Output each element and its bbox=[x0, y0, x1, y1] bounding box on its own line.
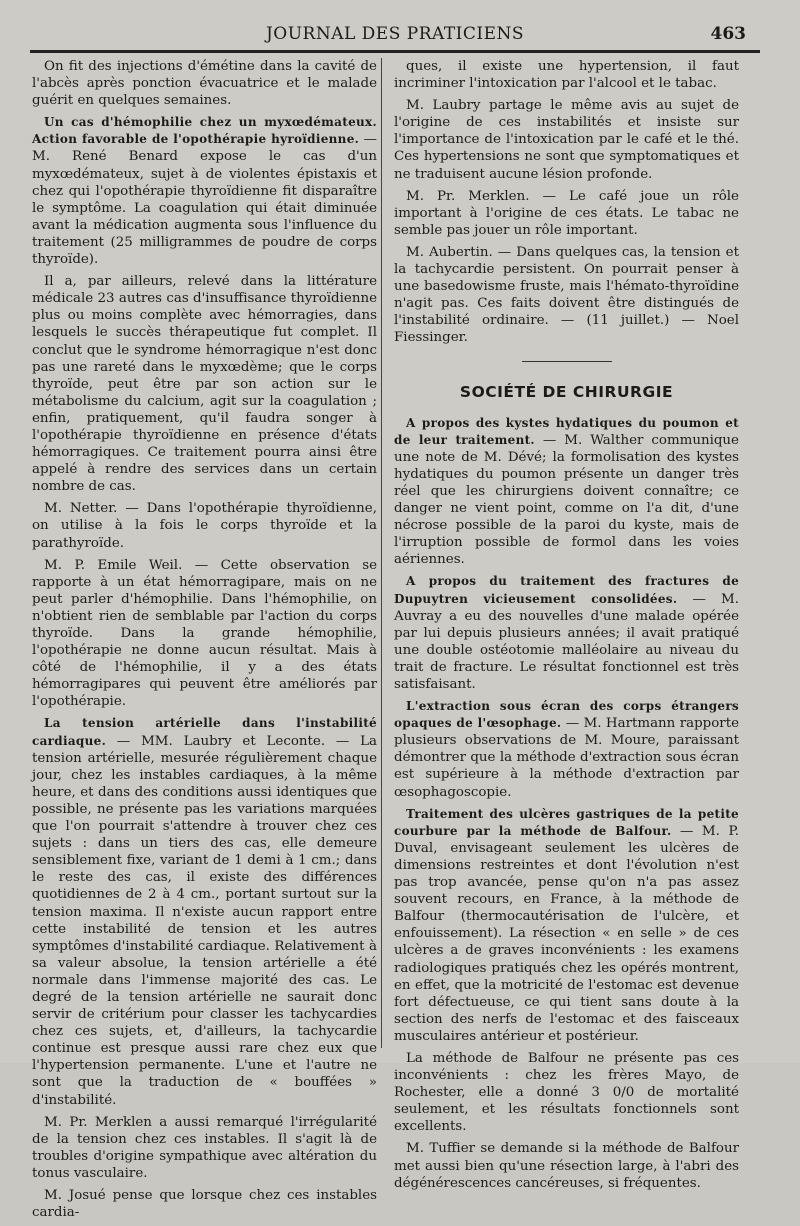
paragraph-text: — M. Auvray a eu des nouvelles d'une malade opérée par lui depuis plusieurs années; il avait pratiqué une double ostéotomie malléolaire au niveau du trait de fracture. Le résultat fonctionnel est très satisfaisant. bbox=[394, 591, 739, 692]
paragraph bbox=[394, 806, 739, 1045]
paragraph bbox=[32, 58, 377, 109]
run-in-heading: A propos du traitement des fractures de Dupuytren vicieusement consolidées. bbox=[394, 574, 739, 606]
paragraph-text: M. Laubry partage le même avis au sujet de l'origine de ces instabilités et insiste sur l'importance de l'intoxication par le café et le thé. Ces hypertensions ne sont que symptomatiques et ne traduisent aucune lésion profonde. bbox=[394, 98, 739, 182]
paragraph-text: Il a, par ailleurs, relevé dans la littérature médicale 23 autres cas d'insuffisance thyroïdienne plus ou moins complète avec hémorragies, dans lesquels le succès thérapeutique fut complet. Il conclut que le syndrome hémorragique n'est donc pas une rareté dans le myxœdème; que le corps thyroïde, peut être par son action sur le métabolisme du calcium, agit sur la coagulation ; enfin, pratiquement, qu'il faudra songer à l'opothérapie thyroïdienne en présence d'états hémorragiques. Ce traitement pourra ainsi être appelé à rendre des services dans un certain nombre de cas. bbox=[32, 274, 377, 495]
paragraph bbox=[32, 1187, 377, 1221]
column-divider bbox=[381, 58, 382, 1048]
run-in-heading: Traitement des ulcères gastriques de la petite courbure par la méthode de Balfour. bbox=[394, 806, 739, 838]
page-header bbox=[30, 22, 760, 54]
paragraph-text: — M. René Benard expose le cas d'un myxœdémateux, sujet à de violentes épistaxis et chez qui l'opothérapie thyroïdienne fit disparaître le symptôme. La coagulation qui était diminuée avant la médication augmenta sous l'influence du traitement (25 milligrammes de poudre de corps thyroïde). bbox=[32, 132, 377, 268]
paragraph bbox=[394, 58, 739, 92]
paragraph bbox=[394, 415, 739, 569]
paragraph-text: M. P. Emile Weil. — Cette observation se rapporte à un état hémorragipare, mais on ne peut parler d'hémophilie. Dans l'hémophilie, on n'obtient rien de semblable par l'action du corps thyroïde. Dans la grande hémophilie, l'opothérapie ne donne aucun résultat. Mais à côté de l'hémophilie, il y a des états hémorragipares qui peuvent être améliorés par l'opothérapie. bbox=[32, 557, 377, 710]
run-in-heading: La tension artérielle dans l'instabilité cardiaque. bbox=[32, 716, 377, 748]
paragraph bbox=[32, 273, 377, 495]
paragraph-text: La méthode de Balfour ne présente pas ces inconvénients : chez les frères Mayo, de Rochester, elle a donné 3 0/0 de mortalité seulement, et les résultats fonctionnels sont excellents. bbox=[394, 1050, 739, 1135]
paragraph-text: M. Aubertin. — Dans quelques cas, la tension et la tachycardie persistent. On pourrait penser à une basedowisme fruste, mais l'hémato-thyroïdine n'agit pas. Ces faits doivent être distingués de l'instabilité ordinaire. — (11 juillet.) — Noel Fiessinger. bbox=[394, 244, 739, 346]
paragraph bbox=[32, 557, 377, 711]
paragraph bbox=[32, 114, 377, 268]
left-column bbox=[32, 58, 377, 1226]
paragraph-text: — MM. Laubry et Leconte. — La tension artérielle, mesurée régulièrement chaque jour, chez les instables cardiaques, à la même heure, et dans des conditions aussi identiques que possible, ne présente pas les variations marquées que l'on pourrait s'attendre à trouver chez ces sujets : dans un tiers des cas, elle demeure sensiblement fixe, variant de 1 demi à 1 cm.; dans le reste des cas, il existe des différences quotidiennes de 2 à 4 cm., portant surtout sur la tension maxima. Il n'existe aucun rapport entre cette instabilité de tension et les autres symptômes d'instabilité cardiaque. Relativement à sa valeur absolue, la tension artérielle a été normale dans l'immense majorité des cas. Le degré de la tension artérielle ne saurait donc servir de critérium pour classer les tachycardies chez ces sujets, et, d'ailleurs, la tachycardie continue est presque aussi rare chez eux que l'hypertension permanente. L'une et l'autre ne sont que la traduction de « bouffées » d'instabilité. bbox=[32, 733, 377, 1108]
paragraph bbox=[394, 573, 739, 693]
run-in-heading: A propos des kystes hydatiques du poumon et de leur traitement. bbox=[394, 415, 739, 447]
paragraph-text: M. Pr. Merklen. — Le café joue un rôle important à l'origine de ces états. Le tabac ne semble pas jouer un rôle important. bbox=[394, 188, 739, 238]
paragraph bbox=[394, 698, 739, 801]
page-number: 463 bbox=[710, 24, 746, 44]
paragraph-text: — M. P. Duval, envisageant seulement les ulcères de dimensions restreintes et dont l'évolution n'est pas trop avancée, pense qu'on n'a pas assez souvent recours, en France, à la méthode de Balfour (thermocautérisation de l'ulcère, et enfouissement). La résection « en selle » de ces ulcères a de graves inconvénients : les examens radiologiques pratiqués chez les opérés montrent, en effet, que la motricité de l'estomac est devenue fort défectueuse, ce qui tient sans doute à la section des nerfs de l'estomac et des faisceaux musculaires antérieur et postérieur. bbox=[394, 823, 739, 1044]
paragraph bbox=[32, 1114, 377, 1182]
right-column-bottom bbox=[394, 415, 739, 1192]
paragraph-text: — M. Walther communique une note de M. Dévé; la formolisation des kystes hydatiques du poumon présente un danger très réel que les chirurgiens doivent connaître; ce danger ne vient point, comme on l'a dit, d'une nécrose possible de la paroi du kyste, mais de l'irruption possible de formol dans les voies aériennes. bbox=[394, 432, 739, 568]
paragraph-text: M. Pr. Merklen a aussi remarqué l'irrégularité de la tension chez ces instables. Il s'agit là de troubles d'origine sympathique avec altération du tonus vasculaire. bbox=[32, 1114, 377, 1181]
section-title: SOCIÉTÉ DE CHIRURGIE bbox=[459, 382, 674, 401]
paragraph bbox=[32, 500, 377, 551]
header-rule bbox=[30, 50, 760, 53]
run-in-heading: L'extraction sous écran des corps étrangers opaques de l'œsophage. bbox=[394, 699, 739, 731]
section-rule bbox=[522, 361, 612, 362]
paragraph bbox=[394, 97, 739, 182]
paragraph bbox=[394, 244, 739, 347]
running-head: JOURNAL DES PRATICIENS bbox=[265, 24, 525, 44]
run-in-heading: Un cas d'hémophilie chez un myxœdémateux. Action favorable de l'opothérapie hyroïdienne. bbox=[32, 115, 377, 147]
right-column-top bbox=[394, 58, 739, 347]
paragraph-text: M. Josué pense que lorsque chez ces instables cardia- bbox=[32, 1188, 377, 1221]
paragraph-text: M. Tuffier se demande si la méthode de Balfour met aussi bien qu'une résection large, à l'abri des dégénérescences cancéreuses, si fréquentes. bbox=[394, 1141, 739, 1191]
paragraph-text: ques, il existe une hypertension, il faut incriminer l'intoxication par l'alcool et le tabac. bbox=[394, 59, 739, 92]
right-column bbox=[394, 58, 739, 1197]
paragraph-text: M. Netter. — Dans l'opothérapie thyroïdienne, on utilise à la fois le corps thyroïde et la parathyroïde. bbox=[32, 501, 377, 551]
paragraph bbox=[32, 715, 377, 1108]
paragraph bbox=[394, 188, 739, 239]
paragraph-text: — M. Hartmann rapporte plusieurs observations de M. Moure, paraissant démontrer que la méthode d'extraction sous écran est supérieure à la méthode d'extraction par œsophagoscopie. bbox=[394, 716, 740, 800]
paragraph-text: On fit des injections d'émétine dans la cavité de l'abcès après ponction évacuatrice et le malade guérit en quelques semaines. bbox=[32, 59, 377, 109]
paragraph bbox=[394, 1140, 739, 1191]
